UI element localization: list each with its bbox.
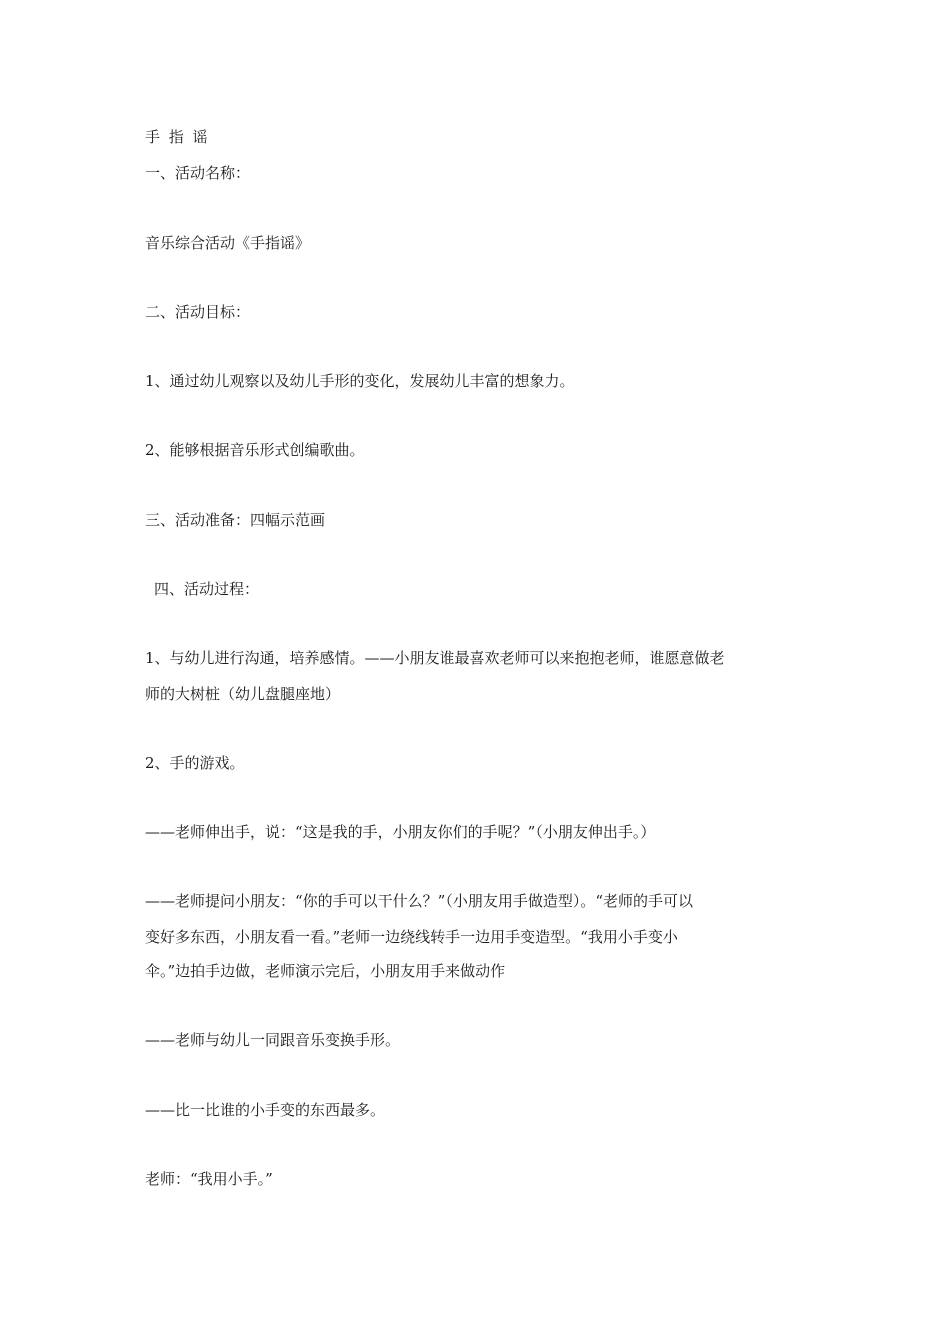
step-1-line-1: 1、与幼儿进行沟通，培养感情。——小朋友谁最喜欢老师可以来抱抱老师，谁愿意做老 (145, 649, 725, 667)
paragraph-2-line-2: 变好多东西，小朋友看一看。”老师一边绕线转手一边用手变造型。“我用小手变小 (145, 928, 678, 946)
paragraph-2-line-1: ——老师提问小朋友：“你的手可以干什么？”（小朋友用手做造型）。“老师的手可以 (145, 892, 694, 910)
paragraph-3: ——老师与幼儿一同跟音乐变换手形。 (145, 1031, 401, 1049)
heading-activity-process: 四、活动过程： (154, 580, 260, 598)
step-2: 2、手的游戏。 (145, 754, 245, 772)
paragraph-4: ——比一比谁的小手变的东西最多。 (145, 1101, 386, 1119)
step-1-line-2: 师的大树桩（幼儿盘腿座地） (145, 685, 341, 703)
doc-title: 手 指 谣 (145, 128, 210, 146)
paragraph-2-line-3: 伞。”边拍手边做，老师演示完后，小朋友用手来做动作 (145, 962, 506, 980)
heading-activity-preparation: 三、活动准备：四幅示范画 (145, 511, 326, 529)
goal-2: 2、能够根据音乐形式创编歌曲。 (145, 441, 365, 459)
heading-activity-goals: 二、活动目标： (145, 303, 251, 321)
heading-activity-name: 一、活动名称： (145, 164, 251, 182)
activity-name-text: 音乐综合活动《手指谣》 (145, 234, 311, 252)
paragraph-1: ——老师伸出手，说：“这是我的手，小朋友你们的手呢？”（小朋友伸出手。） (145, 823, 656, 841)
paragraph-5: 老师：“我用小手。” (145, 1170, 273, 1188)
goal-1: 1、通过幼儿观察以及幼儿手形的变化，发展幼儿丰富的想象力。 (145, 372, 575, 390)
